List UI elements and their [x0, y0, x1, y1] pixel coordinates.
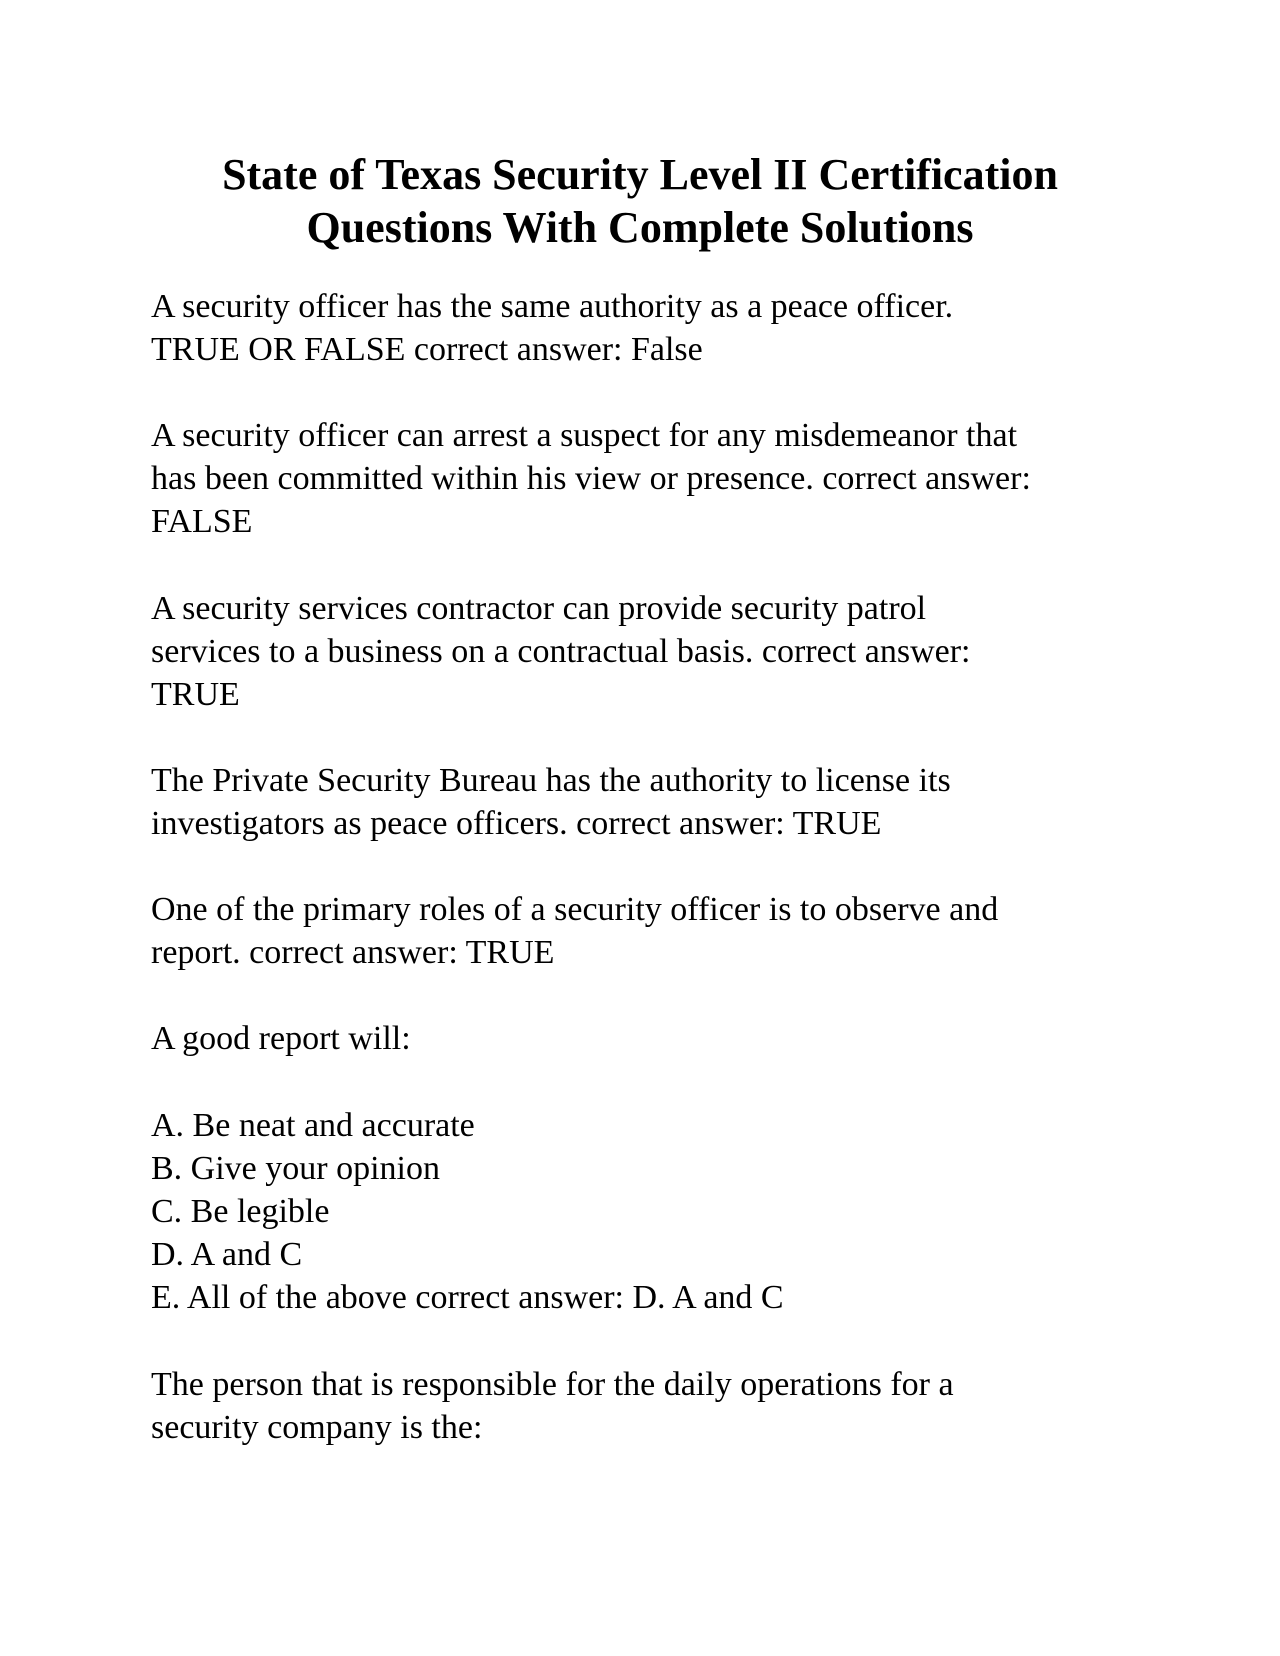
- title-line: Questions With Complete Solutions: [306, 203, 974, 252]
- text-line: security company is the:: [151, 1409, 483, 1446]
- text-line: A security services contractor can provide security patrol: [151, 590, 927, 627]
- text-line: investigators as peace officers. correct answer: TRUE: [151, 805, 882, 842]
- question-1-paragraph: [151, 285, 1161, 371]
- text-line: One of the primary roles of a security officer is to observe and: [151, 891, 999, 928]
- question-3-paragraph: [151, 587, 1161, 716]
- text-line: A good report will:: [151, 1020, 411, 1057]
- option-line: A. Be neat and accurate: [151, 1107, 475, 1144]
- text-line: The Private Security Bureau has the authority to license its: [151, 762, 951, 799]
- text-line: services to a business on a contractual basis. correct answer:: [151, 633, 971, 670]
- document-title: [150, 148, 1130, 254]
- question-7-paragraph: [151, 1363, 1161, 1449]
- text-line: The person that is responsible for the daily operations for a: [151, 1366, 954, 1403]
- question-5-paragraph: [151, 888, 1161, 974]
- question-4-paragraph: [151, 759, 1161, 845]
- option-line: E. All of the above correct answer: D. A and C: [151, 1279, 784, 1316]
- question-6-prompt: [151, 1017, 1161, 1060]
- option-line: D. A and C: [151, 1236, 303, 1273]
- option-line: C. Be legible: [151, 1193, 330, 1230]
- option-line: B. Give your opinion: [151, 1150, 440, 1187]
- text-line: report. correct answer: TRUE: [151, 934, 555, 971]
- text-line: TRUE: [151, 676, 240, 713]
- text-line: has been committed within his view or presence. correct answer:: [151, 460, 1031, 497]
- text-line: A security officer can arrest a suspect for any misdemeanor that: [151, 417, 1018, 454]
- title-line: State of Texas Security Level II Certification: [222, 150, 1058, 199]
- question-2-paragraph: [151, 414, 1161, 543]
- text-line: FALSE: [151, 503, 253, 540]
- question-6-options: [151, 1104, 1161, 1319]
- text-line: TRUE OR FALSE correct answer: False: [151, 331, 703, 368]
- text-line: A security officer has the same authority as a peace officer.: [151, 288, 954, 325]
